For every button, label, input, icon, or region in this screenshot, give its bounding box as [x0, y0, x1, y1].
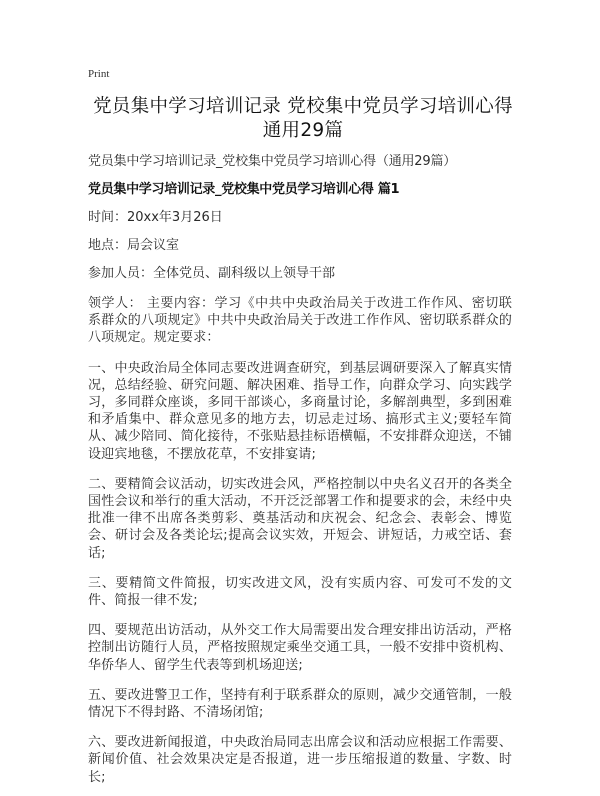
meta-location: 地点：局会议室 [88, 238, 180, 253]
paragraph-item-6: 六、要改进新闻报道，中央政治局同志出席会议和活动应根据工作需要、新闻价值、社会效果决定是否报道，进一步压缩报道的数量、字数、时长; [88, 735, 512, 785]
document-title: 党员集中学习培训记录 党校集中党员学习培训心得 通用29篇 [93, 96, 513, 141]
paragraph-item-3: 三、要精简文件简报，切实改进文风，没有实质内容、可发可不发的文件、简报一律不发; [88, 575, 512, 609]
paragraph-item-5: 五、要改进警卫工作，坚持有利于联系群众的原则，减少交通管制，一般情况下不得封路、不清场闭馆; [88, 687, 512, 721]
paragraph-item-2: 二、要精简会议活动，切实改进会风，严格控制以中央名义召开的各类全国性会议和举行的重大活动，不开泛泛部署工作和提要求的会，未经中央批准一律不出席各类剪彩、奠基活动和庆祝会、纪念会、表彰会、博览会、研讨会及各类论坛;提高会议实效，开短会、讲短话，力戒空话、套话; [88, 476, 512, 561]
meta-time: 时间：20xx年3月26日 [88, 210, 223, 225]
document-page [88, 66, 512, 796]
section-heading: 党员集中学习培训记录_党校集中党员学习培训心得 篇1 [88, 182, 400, 197]
meta-participants: 参加人员：全体党员、副科级以上领导干部 [88, 266, 336, 281]
print-label: Print [88, 68, 110, 80]
paragraph-item-1: 一、中央政治局全体同志要改进调查研究，到基层调研要深入了解真实情况，总结经验、研究问题、解决困难、指导工作，向群众学习、向实践学习，多同群众座谈，多同干部谈心，多商量讨论，多解剖典型，多到困难和矛盾集中、群众意见多的地方去，切忌走过场、搞形式主义;要轻车简从、减少陪同、简化接待，不张贴悬挂标语横幅，不安排群众迎送，不铺设迎宾地毯，不摆放花草，不安排宴请; [88, 360, 512, 462]
paragraph-intro: 领学人： 主要内容：学习《中共中央政治局关于改进工作作风、密切联系群众的八项规定》中共中央政治局关于改进工作作风、密切联系群众的八项规定。规定要求： [88, 296, 512, 346]
paragraph-item-4: 四、要规范出访活动，从外交工作大局需要出发合理安排出访活动，严格控制出访随行人员，严格按照规定乘坐交通工具，一般不安排中资机构、华侨华人、留学生代表等到机场迎送; [88, 623, 512, 673]
document-subtitle: 党员集中学习培训记录_党校集中党员学习培训心得（通用29篇） [88, 154, 457, 169]
